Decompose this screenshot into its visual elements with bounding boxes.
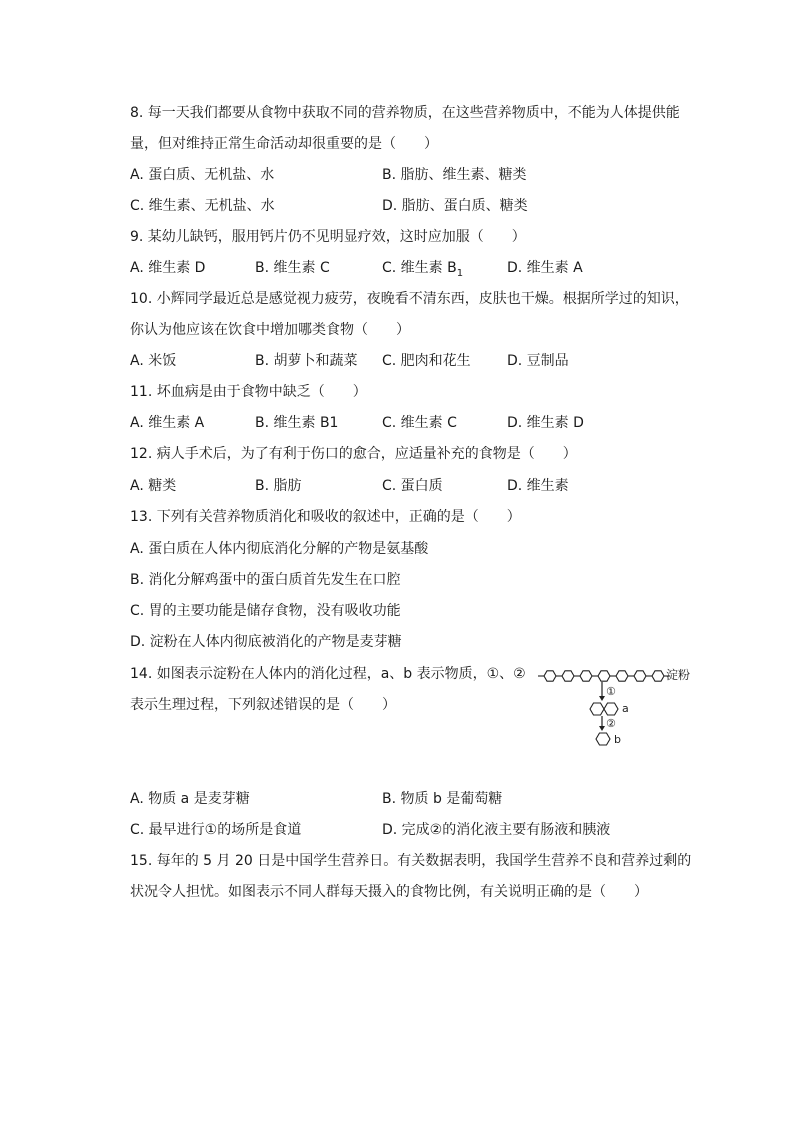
q10-stem-line2: 你认为他应该在饮食中增加哪类食物（ ） — [130, 322, 410, 338]
q13-option-c: C. 胃的主要功能是储存食物，没有吸收功能 — [130, 603, 401, 619]
q11-option-c: C. 维生素 C — [382, 415, 457, 431]
glucose-unit-hexagon — [562, 671, 574, 681]
q9-option-b: B. 维生素 C — [255, 260, 330, 276]
maltose-molecule — [590, 703, 618, 715]
step2-label: ② — [606, 717, 616, 730]
arrow-step1-head — [599, 696, 605, 701]
q15-stem-line1: 15. 每年的 5 月 20 日是中国学生营养日。有关数据表明，我国学生营养不良和营养过剩的 — [130, 853, 692, 869]
q11-option-a: A. 维生素 A — [130, 415, 205, 431]
q8-option-b: B. 脂肪、维生素、糖类 — [382, 167, 527, 183]
q9-option-c — [382, 258, 463, 278]
glucose-unit-hexagon — [598, 671, 610, 681]
arrow-step2-head — [599, 726, 605, 731]
starch-digestion-diagram — [538, 660, 698, 748]
glucose-unit-hexagon — [652, 671, 664, 681]
q11-option-d: D. 维生素 D — [507, 415, 584, 431]
q9-stem: 9. 某幼儿缺钙，服用钙片仍不见明显疗效，这时应加服（ ） — [130, 229, 526, 245]
q8-option-a: A. 蛋白质、无机盐、水 — [130, 167, 275, 183]
q13-option-a: A. 蛋白质在人体内彻底消化分解的产物是氨基酸 — [130, 541, 429, 557]
q8-stem-line2: 量，但对维持正常生命活动却很重要的是（ ） — [130, 136, 438, 152]
q10-option-b: B. 胡萝卜和蔬菜 — [255, 353, 358, 369]
q15-stem-line2: 状况令人担忧。如图表示不同人群每天摄入的食物比例，有关说明正确的是（ ） — [130, 884, 648, 900]
q10-stem-line1: 10. 小辉同学最近总是感觉视力疲劳，夜晚看不清东西，皮肤也干燥。根据所学过的知识， — [130, 291, 689, 307]
q13-option-d: D. 淀粉在人体内彻底被消化的产物是麦芽糖 — [130, 634, 402, 650]
q8-option-d: D. 脂肪、蛋白质、糖类 — [382, 198, 528, 214]
q12-option-d: D. 维生素 — [507, 478, 569, 494]
label-a: a — [622, 702, 629, 715]
starch-chain — [538, 671, 670, 681]
glucose-unit-hexagon — [616, 671, 628, 681]
q14-stem-line1: 14. 如图表示淀粉在人体内的消化过程，a、b 表示物质，①、② — [130, 666, 526, 682]
q12-option-c: C. 蛋白质 — [382, 478, 443, 494]
q14-option-b: B. 物质 b 是葡萄糖 — [382, 791, 503, 807]
starch-label: 淀粉 — [666, 668, 691, 682]
q14-option-c: C. 最早进行①的场所是食道 — [130, 822, 302, 838]
glucose-unit-hexagon — [580, 671, 592, 681]
q10-option-a: A. 米饭 — [130, 353, 177, 369]
q10-option-d: D. 豆制品 — [507, 353, 569, 369]
q13-option-b: B. 消化分解鸡蛋中的蛋白质首先发生在口腔 — [130, 572, 401, 588]
glucose-unit-hexagon — [544, 671, 556, 681]
q9-option-c-subscript: 1 — [456, 267, 464, 279]
q8-stem-line1: 8. 每一天我们都要从食物中获取不同的营养物质，在这些营养物质中，不能为人体提供能 — [130, 105, 680, 121]
q14-option-a: A. 物质 a 是麦芽糖 — [130, 791, 250, 807]
glucose-molecule — [596, 733, 610, 745]
q8-option-c: C. 维生素、无机盐、水 — [130, 198, 275, 214]
glucose-unit-hexagon — [634, 671, 646, 681]
label-b: b — [614, 733, 621, 746]
q9-option-a: A. 维生素 D — [130, 260, 206, 276]
q10-option-c: C. 肥肉和花生 — [382, 353, 471, 369]
q13-stem: 13. 下列有关营养物质消化和吸收的叙述中，正确的是（ ） — [130, 509, 521, 525]
q9-option-d: D. 维生素 A — [507, 260, 583, 276]
q12-stem: 12. 病人手术后，为了有利于伤口的愈合，应适量补充的食物是（ ） — [130, 446, 577, 462]
q12-option-a: A. 糖类 — [130, 478, 177, 494]
q12-option-b: B. 脂肪 — [255, 478, 302, 494]
q11-stem: 11. 坏血病是由于食物中缺乏（ ） — [130, 384, 367, 400]
step1-label: ① — [606, 685, 616, 698]
q14-option-d: D. 完成②的消化液主要有肠液和胰液 — [382, 822, 611, 838]
q14-stem-line2: 表示生理过程，下列叙述错误的是（ ） — [130, 697, 396, 713]
q9-option-c-text: C. 维生素 B — [382, 260, 457, 276]
q11-option-b: B. 维生素 B1 — [255, 415, 339, 431]
